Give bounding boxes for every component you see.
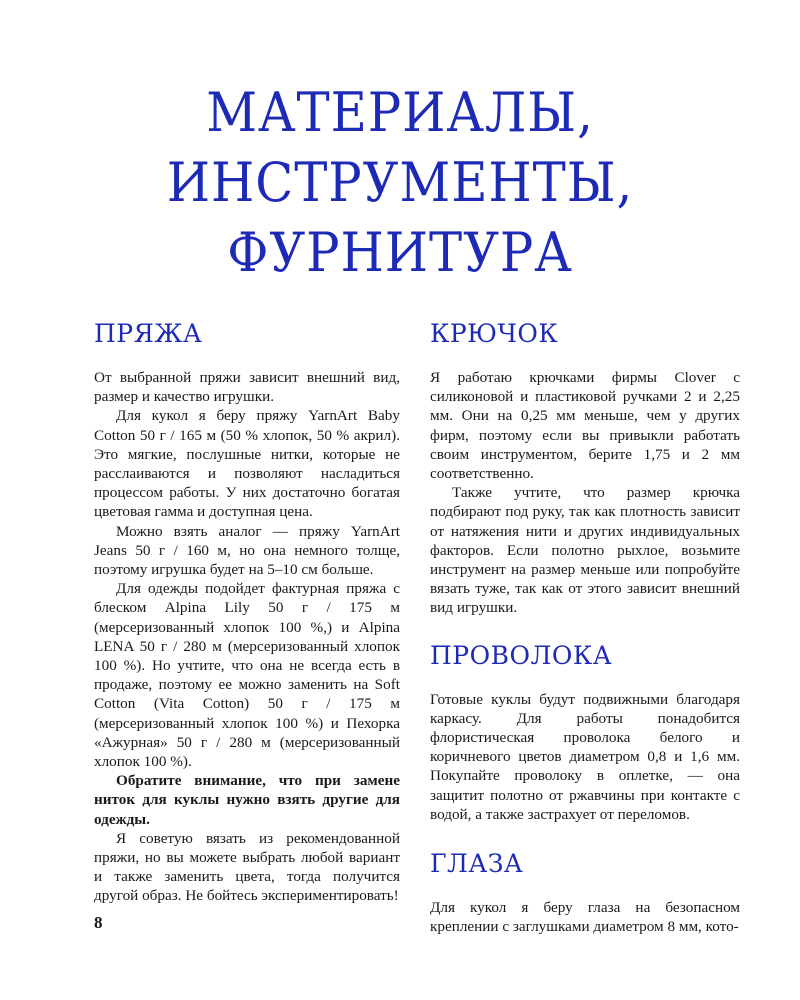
- title-line-1: МАТЕРИАЛЫ,: [206, 81, 594, 144]
- paragraph: Я советую вязать из рекомендованной пряжи, но вы можете выбрать любой вариант и также заменить цвета, тогда получится другой образ. Не бойтесь экспериментировать!: [94, 829, 400, 905]
- section-heading-yarn: ПРЯЖА: [94, 319, 203, 348]
- paragraph: От выбранной пряжи зависит внешний вид, размер и качество игрушки.: [94, 369, 400, 406]
- page-number: 8: [94, 913, 103, 932]
- section-heading-hook: КРЮЧОК: [430, 319, 559, 348]
- paragraph: Также учтите, что размер крючка подбирают под руку, так как плотность зависит от натяжения нити и других индивидуальных факторов. Если полотно рыхлое, возьмите инструмент на размер меньше или попробуйте вязать туже, так как от этого зависит внешний вид игрушки.: [430, 484, 740, 617]
- page-title: [32, 78, 768, 288]
- paragraph: Я работаю крючками фирмы Clover с силиконовой и пластиковой ручками 2 и 2,25 мм. Они на 0,25 мм меньше, чем у других фирм, поэтому если вы привыкли работать своим инструментом, берите 1,75 и 2 мм соответственно.: [430, 369, 740, 483]
- title-line-3: ФУРНИТУРА: [227, 221, 573, 284]
- left-column: [94, 318, 400, 906]
- paragraph: Для кукол я беру глаза на безопасном креплении с заглушками диаметром 8 мм, кото-: [430, 899, 740, 936]
- section-heading-wire: ПРОВОЛОКА: [430, 640, 613, 670]
- paragraph: Можно взять аналог — пряжу YarnArt Jeans 50 г / 160 м, но она немного толще, поэтому игрушка будет на 5–10 см больше.: [94, 522, 400, 579]
- paragraph: Для кукол я беру пряжу YarnArt Baby Cotton 50 г / 165 м (50 % хлопок, 50 % акрил). Это мягкие, послушные нитки, которые не расслаиваются и позволяют насладиться процессом работы. У них достаточно богатая цветовая гамма и доступная цена.: [94, 407, 400, 521]
- paragraph: Готовые куклы будут подвижными благодаря каркасу. Для работы понадобится флористическая проволока белого и коричневого цветов диаметром 0,8 и 1,6 мм. Покупайте проволоку в оплетке, — она защитит полотно от ржавчины при контакте с водой, а также застрахует от переломов.: [430, 690, 740, 823]
- right-column: [430, 318, 740, 936]
- note-paragraph: Обратите внимание, что при замене ниток для куклы нужно взять другие для одежды.: [94, 772, 400, 828]
- title-line-2: ИНСТРУМЕНТЫ,: [166, 151, 634, 214]
- section-heading-eyes: ГЛАЗА: [430, 849, 524, 879]
- paragraph: Для одежды подойдет фактурная пряжа с блеском Alpina Lily 50 г / 175 м (мерсеризованный хлопок 100 %,) и Alpina LENA 50 г / 280 м (мерсеризованный хлопок 100 %). Но учтите, что она не всегда есть в продаже, поэтому ее можно заменить на Soft Cotton (Vita Cotton) 50 г / 175 м (мерсеризованный хлопок 100 %) и Пехорка «Ажурная» 50 г / 280 м (мерсеризованный хлопок 100 %).: [94, 580, 400, 771]
